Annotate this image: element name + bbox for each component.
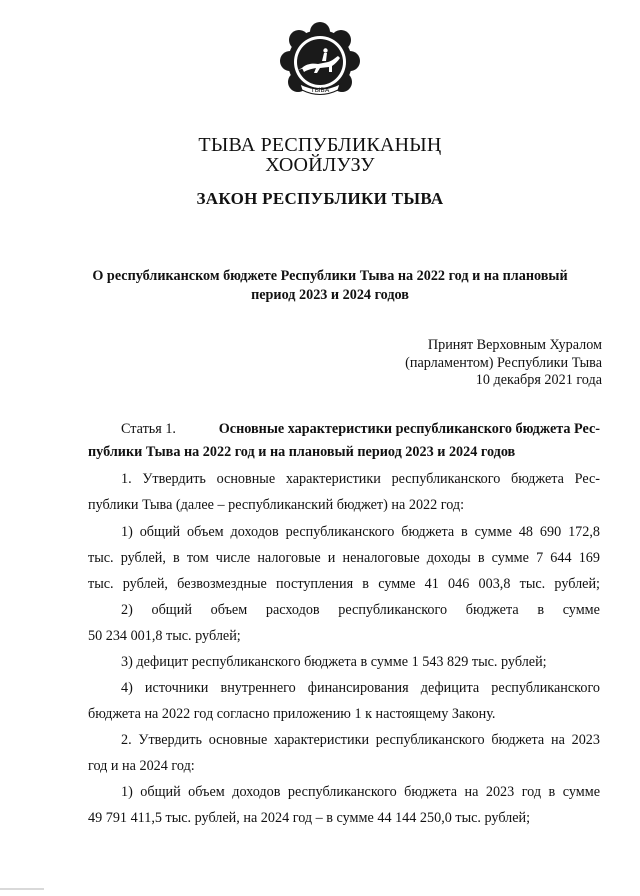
para3-word: объем [210,602,248,618]
para3-line2: 50 234 001,8 тыс. рублей; [88,628,241,644]
tyva-law-heading-line1: ТЫВА РЕСПУБЛИКАНЫҢ [198,134,442,156]
para2-line1: 1) общий объем доходов республиканского бюджета в сумме 48 690 172,8 [121,524,600,540]
para1-line2: публики Тыва (далее – республиканский бюджет) на 2022 год: [88,497,465,513]
law-title-line1: О республиканском бюджете Республики Тыва на 2022 год и на плановый [92,268,568,284]
para3-line1 [121,600,600,620]
para3-word: расходов [265,602,320,618]
para3-word: общий [151,602,192,618]
para2-line3: тыс. рублей, безвозмездные поступления в сумме 41 046 003,8 тыс. рублей; [88,576,600,592]
para3-word: бюджета [465,602,519,618]
article1-heading-line1 [121,419,600,439]
article1-heading-text1: Основные характеристики республиканского бюджета Рес- [218,421,600,437]
para3-word: сумме [562,602,600,618]
para4-line1: 3) дефицит республиканского бюджета в сумме 1 543 829 тыс. рублей; [121,654,547,670]
adopted-date: 10 декабря 2021 года [475,372,602,388]
article1-heading-line2: публики Тыва на 2022 год и на плановый период 2023 и 2024 годов [88,444,516,460]
para5-line2: бюджета на 2022 год согласно приложению 1 к настоящему Закону. [88,706,496,722]
adopted-line2: (парламентом) Республики Тыва [405,355,602,371]
article1-label: Статья 1. [121,421,176,437]
emblem-ribbon-text: ТЫВА [310,86,330,94]
para7-line2: 49 791 411,5 тыс. рублей, на 2024 год – в сумме 44 144 250,0 тыс. рублей; [88,810,531,826]
para3-word: республиканского [338,602,448,618]
para1-line1: 1. Утвердить основные характеристики республиканского бюджета Рес- [121,471,600,487]
tuva-coat-of-arms-icon [278,20,362,104]
law-heading: ЗАКОН РЕСПУБЛИКИ ТЫВА [196,189,444,208]
scan-edge-mark [0,888,44,890]
para6-line1: 2. Утвердить основные характеристики республиканского бюджета на 2023 [121,732,600,748]
para3-word: в [537,602,545,618]
para7-line1: 1) общий объем доходов республиканского бюджета на 2023 год в сумме [121,784,600,800]
adopted-line1: Принят Верховным Хуралом [427,337,602,353]
para3-word: 2) [121,602,133,618]
law-title-line2: период 2023 и 2024 годов [251,287,409,303]
para5-line1: 4) источники внутреннего финансирования дефицита республиканского [121,680,600,696]
para6-line2: год и на 2024 год: [88,758,195,774]
tyva-law-heading-line2: ХООЙЛУЗУ [265,154,375,176]
para2-line2: тыс. рублей, в том числе налоговые и неналоговые доходы в сумме 7 644 169 [88,550,600,566]
